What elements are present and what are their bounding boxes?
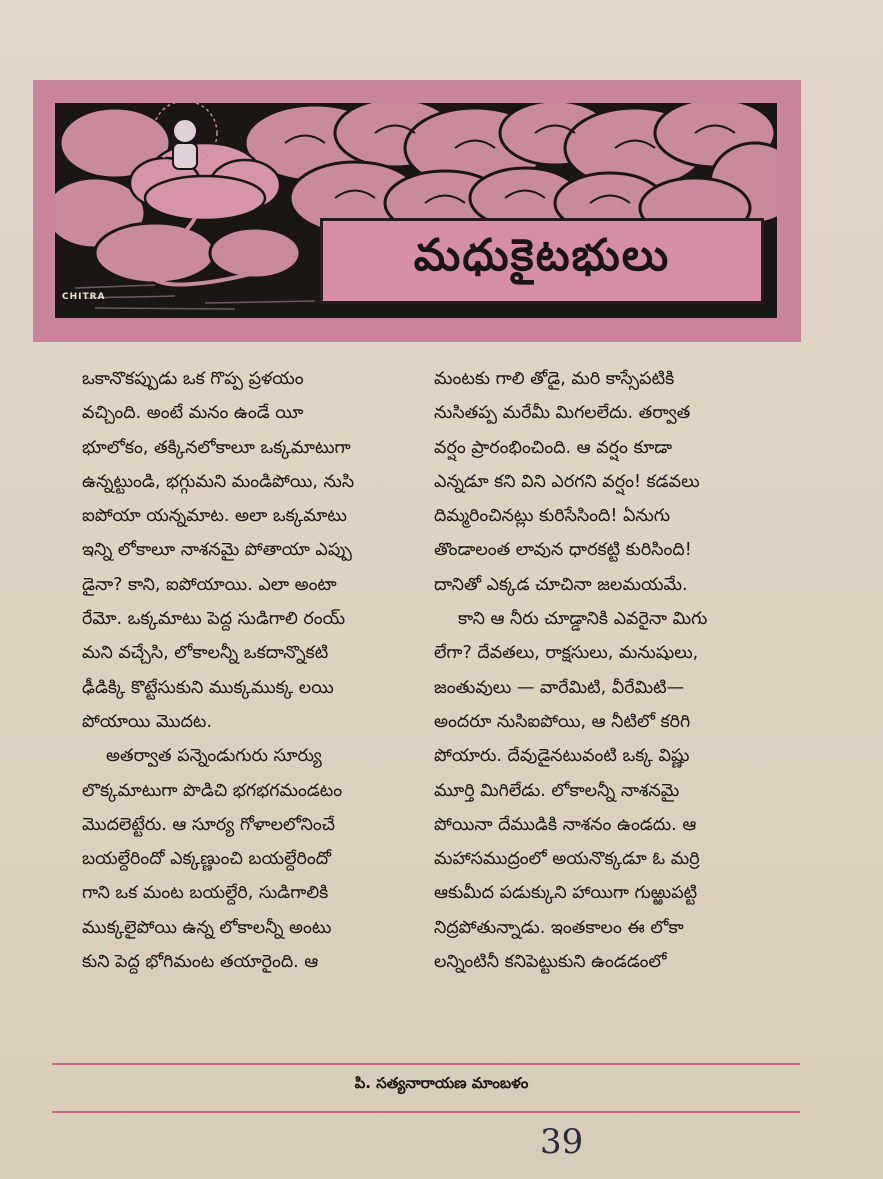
text-line: రేమో. ఒక్కమాటు పెద్ద సుడిగాలి రంయ్ [82,609,346,630]
text-line: మంటకు గాలి తోడై, మరి కాస్సేపటికి [434,369,675,389]
text-line: ఎన్నడూ కని విని ఎరగని వర్షం! కడవలు [434,471,700,492]
text-line: ఒకానొకప్పుడు ఒక గొప్ప ప్రళయం [82,369,304,389]
text-line: పోయినా దేముడికి నాశనం ఉండదు. ఆ [434,814,697,835]
text-line: జంతువులు — వారేమిటి, వీరేమిటి— [434,677,685,698]
text-line: నుసితప్ప మరేమీ మిగలలేదు. తర్వాత [434,403,691,424]
text-line: పోయారు. దేవుడైనటువంటి ఒక్క విష్ణు [434,746,690,767]
text-line: భూలోకం, తక్కినలోకాలూ ఒక్కమాటుగా [82,437,351,458]
text-line: తొండాలంత లావున ధారకట్టి కురిసింది! [434,540,692,561]
text-line: ఆకుమీద పడుక్కుని హాయిగా గుఱ్ఱుపట్టి [434,883,698,904]
text-line: నిద్రపోతున్నాడు. ఇంతకాలం ఈ లోకా [434,917,684,938]
page-number: 39 [540,1122,584,1162]
text-line: గాని ఒక మంట బయల్దేరి, సుడిగాలికి [82,883,329,904]
text-line: మూర్తి మిగిలేడు. లోకాలన్నీ నాశనమై [434,780,680,801]
text-line: పోయాయి మొదట. [82,711,213,732]
text-line: అతర్వాత పన్నెండుగురు సూర్యు [106,746,322,767]
footer-rule-top [52,1063,800,1065]
text-line: లేగా? దేవతలు, రాక్షసులు, మనుషులు, [434,643,699,664]
text-line: ఐపోయా యన్నమాట. అలా ఒక్కమాటు [82,506,347,527]
text-line: మని వచ్చేసి, లోకాలన్నీ ఒకదాన్నొకటి [82,643,329,664]
text-line: మొదలెట్టేరు. ఆ సూర్య గోళాలలోనించే [82,814,336,835]
text-line: లొక్కమాటుగా పొడిచి భగభగమండటం [82,780,343,801]
text-line: ఉన్నట్టుండి, భగ్గుమని మండిపోయి, నుసి [82,471,355,492]
text-line: ఇన్ని లోకాలూ నాశనమై పోతాయా ఎప్పు [82,540,352,561]
text-line: అందరూ నుసిఐపోయి, ఆ నీటిలో కరిగి [434,711,691,732]
text-line: కుని పెద్ద భోగిమంట తయారైంది. ఆ [82,952,319,973]
text-line: డైనా? కాని, ఐపోయాయి. ఎలా అంటా [82,574,337,595]
text-line: వర్షం ప్రారంభించింది. ఆ వర్షం కూడా [434,437,673,458]
text-line: దిమ్మరించినట్లు కురిసేసింది! ఏనుగు [434,506,671,527]
text-line: వచ్చింది. అంటే మనం ఉండే యీ [82,403,304,424]
right-column [434,362,786,979]
artist-signature: CHITRA [62,292,106,302]
text-line: ముక్కలైపోయి ఉన్న లోకాలన్నీ అంటు [82,917,332,938]
text-line: దానితో ఎక్కడ చూచినా జలమయమే. [434,574,688,595]
text-line: లన్నింటినీ కనిపెట్టుకుని ఉండడంలో [434,952,667,973]
text-line: బయల్దేరిందో ఎక్కణ్ణుంచి బయల్దేరిందో [82,849,331,870]
text-line: మహాసముద్రంలో అయనొక్కడూ ఓ మర్రి [434,849,700,870]
title-box [320,218,764,304]
author-credit: పి. సత్యనారాయణ మాంబళం [354,1074,529,1092]
left-column [82,362,434,979]
footer-rule-bottom [52,1111,800,1113]
text-line: ఢీడిక్కి కొట్టేసుకుని ముక్కముక్క లయి [82,677,334,698]
page-title: మధుకైటభులు [413,230,671,281]
text-line: కాని ఆ నీరు చూడ్డానికి ఎవరైనా మిగు [458,609,708,630]
